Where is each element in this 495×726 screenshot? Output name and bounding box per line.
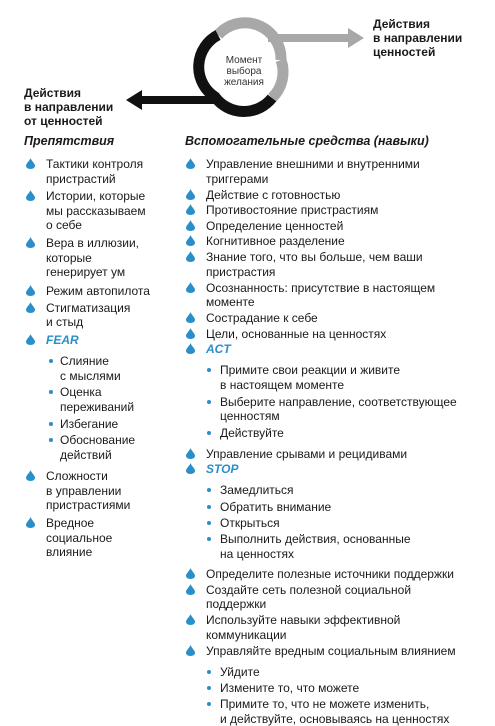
item-text: Уйдите xyxy=(220,664,260,679)
section-heading xyxy=(206,462,238,477)
sub-list-item xyxy=(220,426,284,441)
item-text: Оценка xyxy=(60,385,102,400)
item-text: пристрастиями xyxy=(46,498,131,513)
sub-list-item xyxy=(220,500,331,515)
item-text: которые xyxy=(46,250,92,265)
item-text: Обоснование xyxy=(60,433,136,448)
list-item xyxy=(206,447,407,462)
drop-bullet-icon xyxy=(26,517,35,528)
list-item xyxy=(46,301,130,330)
item-text: Измените то, что можете xyxy=(220,681,360,695)
item-text: Управление срывами и рецидивами xyxy=(206,446,408,461)
drop-bullet-icon xyxy=(186,584,195,595)
list-item xyxy=(206,281,435,310)
item-text: Слияние xyxy=(60,354,109,368)
list-item xyxy=(206,644,456,659)
sub-bullet-dot xyxy=(49,390,53,394)
section-heading xyxy=(206,342,231,357)
sub-list-item xyxy=(60,417,118,432)
sub-bullet-dot xyxy=(49,422,53,426)
drop-bullet-icon xyxy=(186,645,195,656)
item-text: в настоящем моменте xyxy=(220,377,345,392)
list-item xyxy=(206,157,420,186)
item-text: Сострадание к себе xyxy=(206,311,318,326)
item-text: с мыслями xyxy=(60,368,121,383)
item-text: Избегание xyxy=(60,416,119,431)
item-text: на ценностях xyxy=(220,546,294,561)
item-text: поддержки xyxy=(206,597,267,612)
item-text: Управляйте вредным социальным влиянием xyxy=(206,643,456,658)
list-item xyxy=(46,236,139,280)
list-item xyxy=(206,234,345,249)
sub-bullet-dot xyxy=(207,368,211,372)
item-text: Вредное xyxy=(46,516,95,531)
item-text: Выполнить действия, основанные xyxy=(220,532,411,546)
list-item xyxy=(206,219,343,234)
item-text: моменте xyxy=(206,295,255,310)
item-text: Определите полезные источники поддержки xyxy=(206,567,454,581)
sub-bullet-dot xyxy=(207,670,211,674)
item-text: действий xyxy=(60,447,112,462)
list-item xyxy=(206,613,400,642)
sub-list-item xyxy=(60,385,134,414)
drop-bullet-icon xyxy=(26,470,35,481)
item-text: ACT xyxy=(206,342,231,357)
list-item xyxy=(46,469,130,513)
list-item xyxy=(46,157,143,186)
item-text: Знание того, что вы больше, чем ваши xyxy=(206,250,423,264)
sub-bullet-dot xyxy=(207,431,211,435)
item-text: Стигматизация xyxy=(46,300,131,315)
drop-bullet-icon xyxy=(26,190,35,201)
item-text: Выберите направление, соответствующее xyxy=(220,394,457,409)
drop-bullet-icon xyxy=(26,237,35,248)
list-item xyxy=(46,189,146,233)
item-text: Открыться xyxy=(220,515,280,530)
drop-bullet-icon xyxy=(186,568,195,579)
sub-list-item xyxy=(220,395,457,424)
drop-bullet-icon xyxy=(26,302,35,313)
item-text: пристрастий xyxy=(46,171,116,186)
item-text: и действуйте, основываясь на ценностях xyxy=(220,711,450,726)
item-text: пристрастия xyxy=(206,264,276,279)
sub-bullet-dot xyxy=(207,488,211,492)
drop-bullet-icon xyxy=(186,614,195,625)
sub-bullet-dot xyxy=(207,537,211,541)
list-item xyxy=(206,250,423,279)
drop-bullet-icon xyxy=(186,220,195,231)
sub-list-item xyxy=(220,516,280,531)
item-text: ценностям xyxy=(220,409,280,424)
drop-bullet-icon xyxy=(186,204,195,215)
drop-bullet-icon xyxy=(26,334,35,345)
obstacles-header: Препятствия xyxy=(24,134,115,148)
drop-bullet-icon xyxy=(186,463,195,474)
drop-bullet-icon xyxy=(26,158,35,169)
drop-bullet-icon xyxy=(186,189,195,200)
list-item xyxy=(206,188,340,203)
sub-list-item xyxy=(220,483,294,498)
sub-list-item xyxy=(220,532,411,561)
item-text: мы рассказываем xyxy=(46,203,146,218)
item-text: о себе xyxy=(46,218,82,233)
sub-bullet-dot xyxy=(49,359,53,363)
list-item xyxy=(206,311,318,326)
list-item xyxy=(46,516,112,560)
sub-bullet-dot xyxy=(207,521,211,525)
item-text: генерирует ум xyxy=(46,265,126,280)
list-item xyxy=(206,203,378,218)
item-text: Определение ценностей xyxy=(206,218,344,233)
item-text: Используйте навыки эффективной xyxy=(206,613,401,628)
item-text: Цели, основанные на ценностях xyxy=(206,326,387,341)
sub-bullet-dot xyxy=(207,505,211,509)
sub-list-item xyxy=(220,681,359,696)
item-text: Примите свои реакции и живите xyxy=(220,363,401,378)
drop-bullet-icon xyxy=(186,235,195,246)
item-text: Тактики контроля xyxy=(46,157,144,171)
item-text: Обратить внимание xyxy=(220,499,332,514)
sub-list-item xyxy=(220,665,260,680)
item-text: и стыд xyxy=(46,315,84,330)
item-text: Создайте сеть полезной социальной xyxy=(206,582,412,597)
item-text: Противостояние пристрастиям xyxy=(206,203,379,218)
drop-bullet-icon xyxy=(186,343,195,354)
drop-bullet-icon xyxy=(26,285,35,296)
sub-list-item xyxy=(60,433,135,462)
sub-list-item xyxy=(220,697,449,726)
item-text: Действуйте xyxy=(220,425,284,440)
item-text: переживаний xyxy=(60,399,135,414)
skills-header: Вспомогательные средства (навыки) xyxy=(185,134,429,148)
item-text: коммуникации xyxy=(206,627,287,642)
sub-bullet-dot xyxy=(207,686,211,690)
item-text: Осознанность: присутствие в настоящем xyxy=(206,280,436,295)
list-item xyxy=(206,327,386,342)
item-text: STOP xyxy=(206,462,239,477)
sub-bullet-dot xyxy=(207,702,211,706)
list-item xyxy=(46,284,150,299)
item-text: Управление внешними и внутренними xyxy=(206,157,420,171)
item-text: Сложности xyxy=(46,469,108,484)
item-text: Действие с готовностью xyxy=(206,187,341,202)
drop-bullet-icon xyxy=(186,328,195,339)
drop-bullet-icon xyxy=(186,158,195,169)
item-text: Истории, которые xyxy=(46,189,146,204)
item-text: социальное xyxy=(46,530,113,545)
item-text: в управлении xyxy=(46,483,122,498)
right-action-label: Действия в направлении ценностей xyxy=(373,17,463,59)
item-text: Когнитивное разделение xyxy=(206,234,345,249)
item-text: FEAR xyxy=(46,333,79,347)
item-text: Режим автопилота xyxy=(46,283,150,298)
item-text: триггерами xyxy=(206,171,269,186)
drop-bullet-icon xyxy=(186,282,195,293)
sub-bullet-dot xyxy=(49,438,53,442)
sub-bullet-dot xyxy=(207,400,211,404)
drop-bullet-icon xyxy=(186,448,195,459)
list-item xyxy=(206,583,411,612)
sub-list-item xyxy=(60,354,121,383)
item-text: Вера в иллюзии, xyxy=(46,236,140,251)
center-label: Момент выбора желания xyxy=(224,55,264,88)
item-text: Замедлиться xyxy=(220,483,294,498)
left-action-label: Действия в направлении от ценностей xyxy=(24,86,114,128)
list-item xyxy=(206,567,454,582)
item-text: влияние xyxy=(46,545,93,560)
drop-bullet-icon xyxy=(186,251,195,262)
gray-arrow-head xyxy=(348,28,364,48)
item-text: Примите то, что не можете изменить, xyxy=(220,697,430,712)
section-heading xyxy=(46,333,79,348)
drop-bullet-icon xyxy=(186,312,195,323)
sub-list-item xyxy=(220,363,400,392)
